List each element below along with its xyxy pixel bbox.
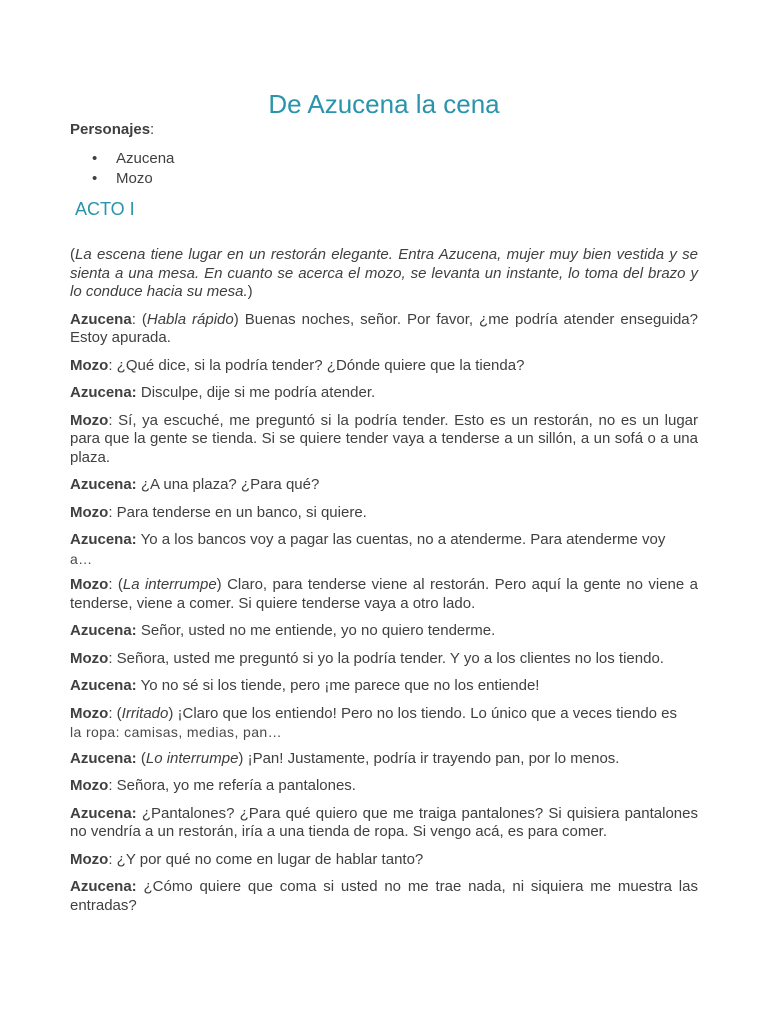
dialogue-line — [70, 878, 698, 915]
line-text: ¿Cómo quiere que coma si usted no me trae nada, ni siquiera me muestra las entradas? — [70, 878, 698, 914]
speaker-name: Azucena: — [70, 622, 137, 639]
dialogue-line — [70, 504, 698, 523]
dialogue-line — [70, 622, 698, 641]
line-text: : ¿Y por qué no come en lugar de hablar tanto? — [108, 850, 424, 868]
act-heading: ACTO I — [75, 199, 135, 219]
list-item — [70, 169, 174, 189]
line-text: : Para tenderse en un banco, si quiere. — [108, 503, 367, 521]
dialogue-line — [70, 750, 698, 769]
dialogue-line — [70, 677, 698, 696]
line-text: Yo no sé si los tiende, pero ¡me parece que no los entiende! — [136, 677, 540, 694]
dialogue-line — [70, 576, 698, 613]
inline-direction: La interrumpe — [122, 576, 217, 593]
line-separator: : ( — [108, 704, 122, 722]
line-text-tail: a… — [70, 550, 93, 567]
dialogue-line — [70, 311, 698, 348]
line-separator: : ( — [131, 310, 147, 328]
list-item — [70, 149, 174, 169]
speaker-name: Azucena: — [70, 384, 137, 401]
speaker-name: Azucena: — [70, 804, 137, 822]
speaker-name: Azucena — [70, 310, 132, 328]
line-separator: ( — [136, 749, 146, 767]
line-text: : ¿Qué dice, si la podría tender? ¿Dónde quiere que la tienda? — [108, 356, 525, 374]
line-text: : Sí, ya escuché, me preguntó si la podría tender. Esto es un restorán, no es un lugar para que la gente se tienda. Si se quiere tender vaya a tenderse a un sillón, a un sofá o a una plaza. — [70, 411, 698, 466]
dialogue-line — [70, 412, 698, 468]
characters-heading — [70, 121, 154, 139]
line-text-tail: la ropa: camisas, medias, pan… — [70, 724, 282, 740]
line-text: ) ¡Claro que los entiendo! Pero no los tiendo. Lo único que a veces tiendo es — [168, 704, 678, 722]
characters-label: Personajes — [70, 121, 151, 138]
character-list — [70, 149, 174, 189]
line-text: : Señora, usted me preguntó si yo la podría tender. Y yo a los clientes no los tiendo. — [108, 649, 664, 667]
script-body — [70, 246, 698, 924]
speaker-name: Mozo — [70, 576, 109, 593]
dialogue-line — [70, 476, 698, 495]
dialogue-line — [70, 777, 698, 796]
line-separator: : ( — [108, 576, 123, 593]
speaker-name: Mozo — [70, 850, 109, 868]
dialogue-line — [70, 851, 698, 870]
line-text: Señor, usted no me entiende, yo no quiero tenderme. — [136, 622, 496, 639]
stage-direction-text: La escena tiene lugar en un restorán elegante. Entra Azucena, mujer muy bien vestida y se sienta a una mesa. En cuanto se acerca el mozo, se levanta un instante, lo toma del brazo y lo conduce hacia su mesa. — [70, 246, 698, 300]
line-text: Disculpe, dije si me podría atender. — [136, 384, 376, 401]
bullet-icon: • — [92, 150, 98, 167]
line-text: ¿A una plaza? ¿Para qué? — [136, 476, 320, 493]
play-title: De Azucena la cena — [268, 89, 500, 119]
dialogue-line — [70, 705, 698, 743]
characters-colon: : — [150, 121, 155, 138]
character-name: Mozo — [116, 170, 153, 187]
paren-open: ( — [70, 246, 75, 263]
stage-direction — [70, 246, 698, 302]
dialogue-line — [70, 384, 698, 403]
speaker-name: Mozo — [70, 411, 109, 429]
inline-direction: Lo interrumpe — [145, 749, 239, 767]
speaker-name: Mozo — [70, 503, 109, 521]
paren-close: ) — [247, 283, 253, 300]
line-text: ) Buenas noches, señor. Por favor, ¿me podría atender enseguida? Estoy apurada. — [70, 310, 698, 346]
line-text: Yo a los bancos voy a pagar las cuentas, no a atenderme. Para atenderme voy — [136, 531, 666, 548]
dialogue-line — [70, 531, 698, 569]
character-name: Azucena — [116, 150, 175, 167]
dialogue-line — [70, 805, 698, 842]
speaker-name: Mozo — [70, 649, 109, 667]
dialogue-line — [70, 357, 698, 376]
inline-direction: Habla rápido — [146, 310, 234, 328]
line-text: ¿Pantalones? ¿Para qué quiero que me traiga pantalones? Si quisiera pantalones no vendría a un restorán, iría a una tienda de ropa. Si vengo acá, es para comer. — [70, 804, 698, 840]
speaker-name: Azucena: — [70, 476, 137, 493]
speaker-name: Mozo — [70, 777, 109, 794]
dialogue-line — [70, 650, 698, 669]
speaker-name: Azucena: — [70, 677, 137, 694]
speaker-name: Azucena: — [70, 878, 137, 895]
inline-direction: Irritado — [121, 704, 169, 722]
speaker-name: Mozo — [70, 356, 109, 374]
line-text: ) Claro, para tenderse viene al restorán. Pero aquí la gente no viene a tenderse, viene a comer. Si quiere tenderse vaya a otro lado. — [70, 576, 698, 612]
speaker-name: Mozo — [70, 704, 109, 722]
speaker-name: Azucena: — [70, 531, 137, 548]
speaker-name: Azucena: — [70, 749, 137, 767]
line-text: ) ¡Pan! Justamente, podría ir trayendo pan, por lo menos. — [238, 749, 620, 767]
bullet-icon: • — [92, 170, 98, 187]
line-text: : Señora, yo me refería a pantalones. — [108, 777, 356, 794]
